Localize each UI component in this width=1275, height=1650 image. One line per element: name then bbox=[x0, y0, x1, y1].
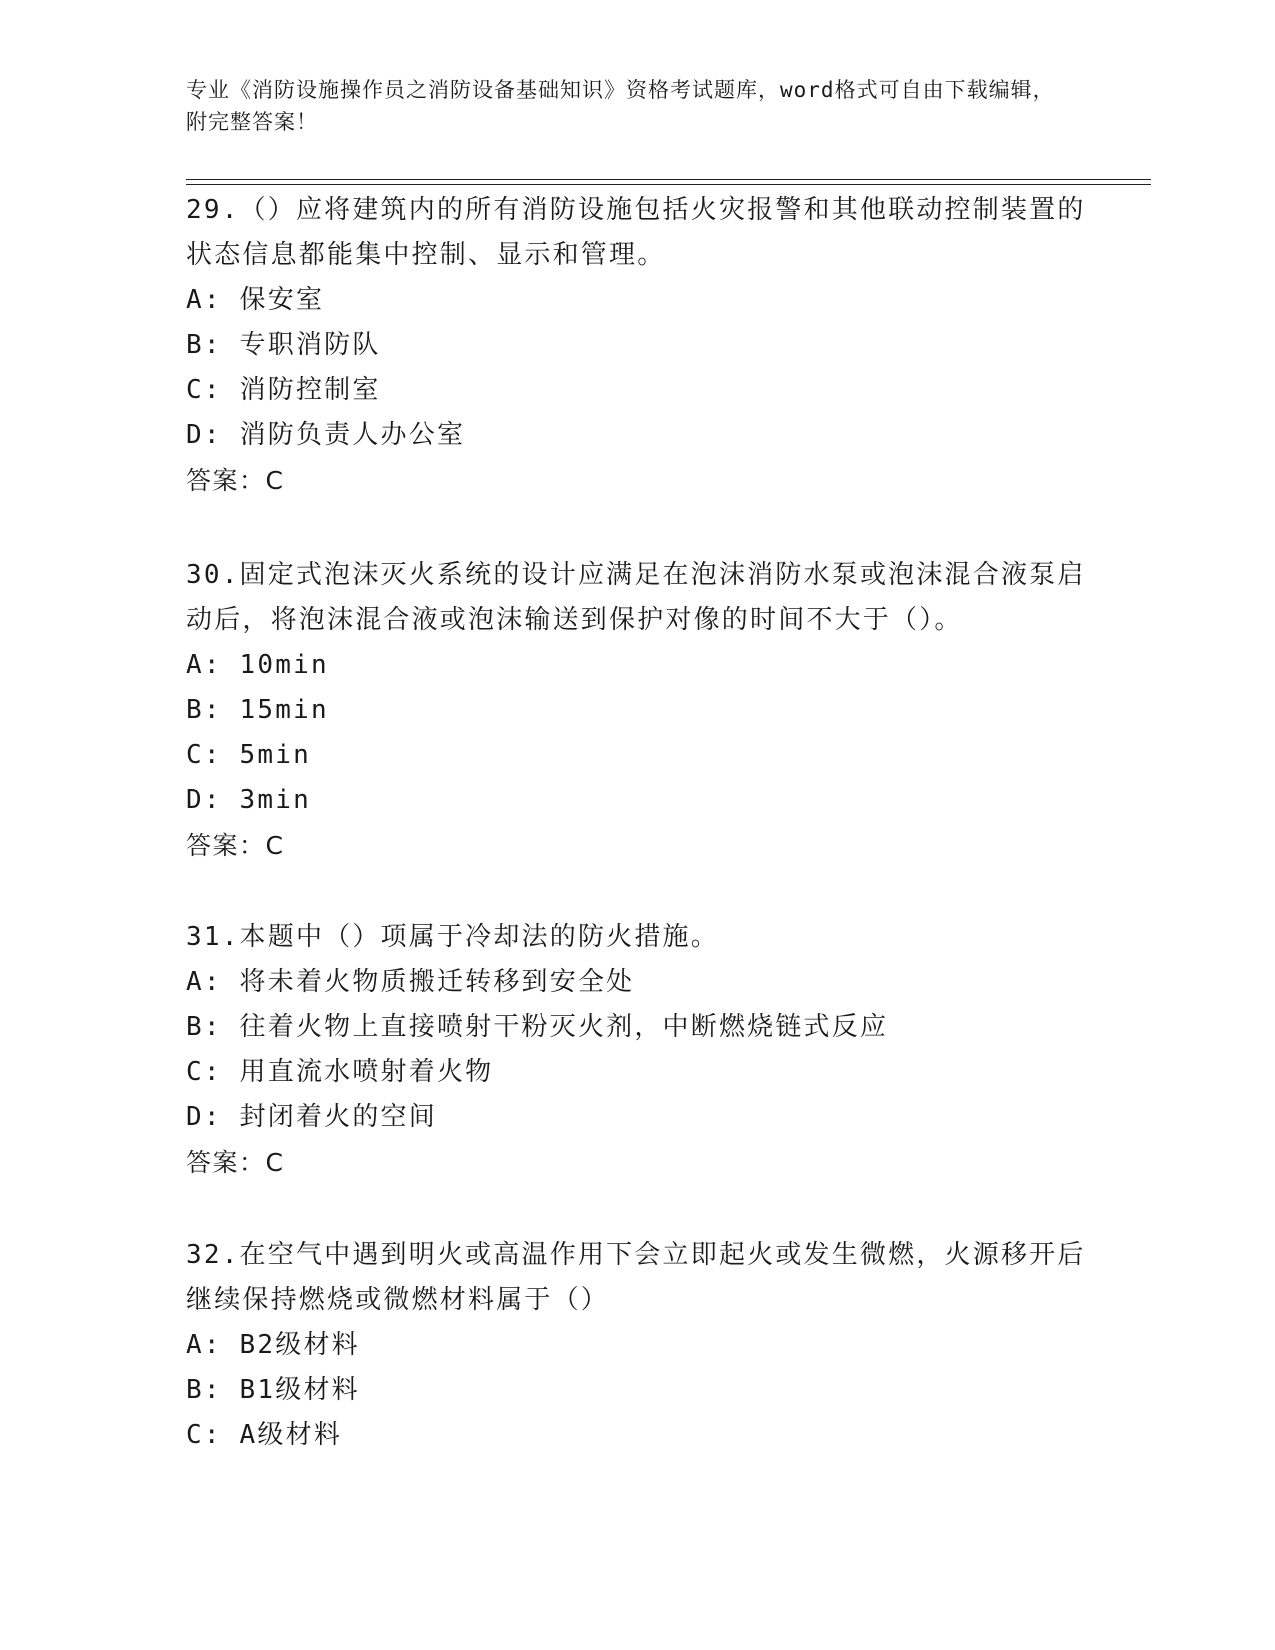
question-31 bbox=[186, 915, 1086, 1185]
option-c: C: A级材料 bbox=[186, 1420, 343, 1450]
question-32 bbox=[186, 1233, 1086, 1458]
option-d: D: 3min bbox=[186, 785, 311, 815]
option-a: A: 10min bbox=[186, 650, 329, 680]
option-b: B: 专职消防队 bbox=[186, 330, 381, 360]
option-a: A: B2级材料 bbox=[186, 1330, 360, 1360]
option-b: B: 往着火物上直接喷射干粉灭火剂，中断燃烧链式反应 bbox=[186, 1012, 889, 1042]
option-a: A: 保安室 bbox=[186, 285, 325, 315]
option-c: C: 消防控制室 bbox=[186, 375, 381, 405]
option-b: B: B1级材料 bbox=[186, 1375, 360, 1405]
option-a: A: 将未着火物质搬迁转移到安全处 bbox=[186, 967, 635, 997]
option-d: D: 封闭着火的空间 bbox=[186, 1102, 437, 1132]
question-text: 31.本题中（）项属于冷却法的防火措施。 bbox=[186, 922, 719, 952]
header-divider-bottom bbox=[186, 184, 1151, 185]
answer-label: 答案：C bbox=[186, 466, 285, 495]
answer-label: 答案：C bbox=[186, 1148, 285, 1177]
option-c: C: 5min bbox=[186, 740, 311, 770]
header-divider-top bbox=[186, 179, 1151, 180]
question-text: 30.固定式泡沫灭火系统的设计应满足在泡沫消防水泵或泡沫混合液泵启动后，将泡沫混合液或泡沫输送到保护对像的时间不大于（）。 bbox=[186, 560, 1086, 635]
answer-label: 答案：C bbox=[186, 831, 285, 860]
document-header: 专业《消防设施操作员之消防设备基础知识》资格考试题库，word格式可自由下载编辑，附完整答案！ bbox=[186, 78, 1055, 134]
question-text: 29.（）应将建筑内的所有消防设施包括火灾报警和其他联动控制装置的状态信息都能集中控制、显示和管理。 bbox=[186, 195, 1086, 270]
question-text: 32.在空气中遇到明火或高温作用下会立即起火或发生微燃，火源移开后继续保持燃烧或微燃材料属于（） bbox=[186, 1240, 1086, 1315]
question-30 bbox=[186, 553, 1086, 868]
option-b: B: 15min bbox=[186, 695, 329, 725]
option-d: D: 消防负责人办公室 bbox=[186, 420, 466, 450]
question-29 bbox=[186, 188, 1086, 503]
option-c: C: 用直流水喷射着火物 bbox=[186, 1057, 494, 1087]
